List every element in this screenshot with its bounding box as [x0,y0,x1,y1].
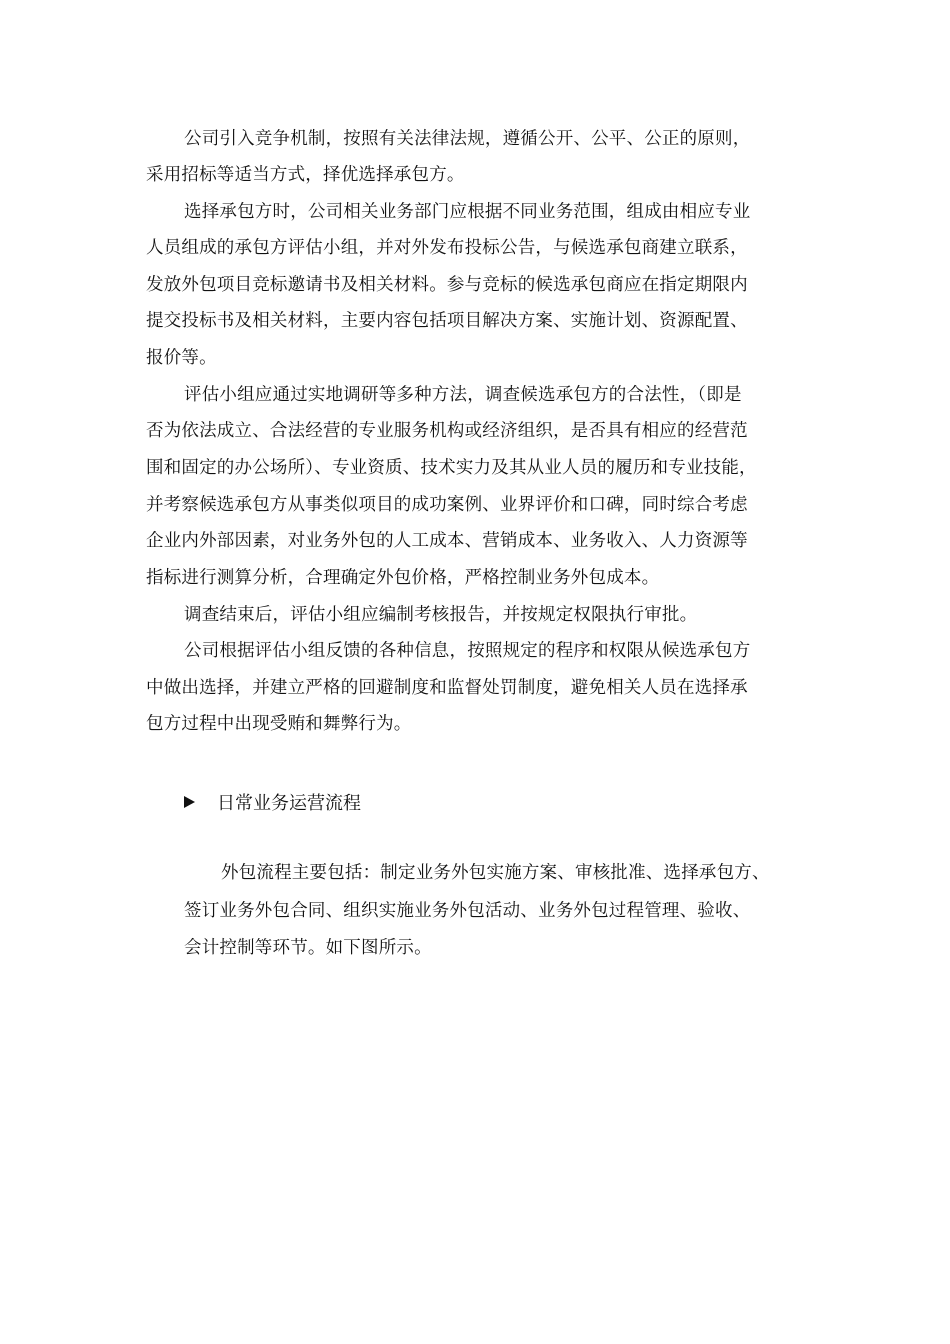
paragraph-3-line-6: 指标进行测算分析，合理确定外包价格，严格控制业务外包成本。 [146,568,660,588]
paragraph-5-line-1: 公司根据评估小组反馈的各种信息，按照规定的程序和权限从候选承包方 [184,641,751,661]
paragraph-4-line-1: 调查结束后，评估小组应编制考核报告，并按规定权限执行审批。 [184,605,698,625]
paragraph-2-line-4: 提交投标书及相关材料，主要内容包括项目解决方案、实施计划、资源配置、 [146,311,748,331]
paragraph-3-line-2: 否为依法成立、合法经营的专业服务机构或经济组织，是否具有相应的经营范 [146,421,748,441]
paragraph-2-line-5: 报价等。 [146,348,217,368]
paragraph-2-line-3: 发放外包项目竞标邀请书及相关材料。参与竞标的候选承包商应在指定期限内 [146,275,748,295]
paragraph-3-line-4: 并考察候选承包方从事类似项目的成功案例、业界评价和口碑，同时综合考虑 [146,495,748,515]
section-heading [184,790,361,814]
section-heading-title: 日常业务运营流程 [217,793,361,814]
paragraph-2-line-2: 人员组成的承包方评估小组，并对外发布投标公告，与候选承包商建立联系， [146,238,748,258]
section-paragraph-line-3: 会计控制等环节。如下图所示。 [184,938,432,958]
right-arrow-bullet-icon [184,796,217,808]
paragraph-3-line-3: 围和固定的办公场所）、专业资质、技术实力及其从业人员的履历和专业技能， [146,458,757,478]
paragraph-2-line-1: 选择承包方时，公司相关业务部门应根据不同业务范围，组成由相应专业 [184,202,751,222]
paragraph-5-line-3: 包方过程中出现受贿和舞弊行为。 [146,714,412,734]
paragraph-3-line-5: 企业内外部因素，对业务外包的人工成本、营销成本、业务收入、人力资源等 [146,531,748,551]
paragraph-5-line-2: 中做出选择，并建立严格的回避制度和监督处罚制度，避免相关人员在选择承 [146,678,748,698]
paragraph-1-line-2: 采用招标等适当方式，择优选择承包方。 [146,165,465,185]
paragraph-1-line-1: 公司引入竞争机制，按照有关法律法规，遵循公开、公平、公正的原则， [184,129,751,149]
section-paragraph-line-2: 签订业务外包合同、组织实施业务外包活动、业务外包过程管理、验收、 [184,901,751,921]
paragraph-3-line-1: 评估小组应通过实地调研等多种方法，调查候选承包方的合法性，（即是 [184,385,742,405]
section-paragraph-line-1: 外包流程主要包括：制定业务外包实施方案、审核批准、选择承包方、 [221,863,770,883]
